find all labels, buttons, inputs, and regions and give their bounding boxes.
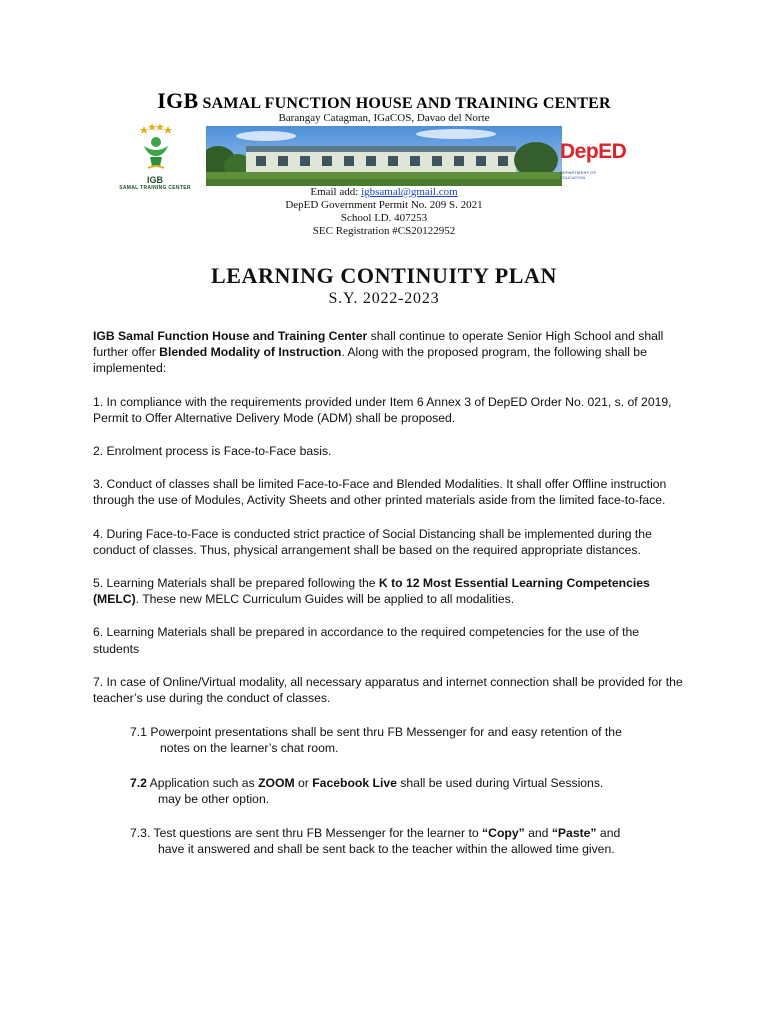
deped-logo-wordmark: DepED bbox=[560, 140, 627, 163]
deped-logo bbox=[556, 136, 627, 182]
item-3: 3. Conduct of classes shall be limited Face-to-Face and Blended Modalities. It shall offer Offline instruction through the use of Modules, Activity Sheets and other printed materials aside from the limited face-to-face. bbox=[93, 477, 667, 508]
school-year: S.Y. 2022-2023 bbox=[328, 290, 440, 307]
igb-logo-caption: IGB bbox=[146, 175, 163, 185]
item-2: 2. Enrolment process is Face-to-Face basis. bbox=[93, 444, 332, 459]
subitem-7-1-line-1: 7.1 Powerpoint presentations shall be sent thru FB Messenger for and easy retention of the bbox=[130, 725, 622, 740]
intro-text-2: . Along with the proposed program, the following shall be implemented: bbox=[93, 345, 647, 376]
subitem-7-3-bold-copy: “Copy” bbox=[482, 826, 525, 841]
subitem-7-2-line-2: may be other option. bbox=[158, 791, 270, 806]
intro-paragraph bbox=[93, 328, 683, 377]
subitem-7-1 bbox=[93, 724, 683, 756]
subitem-7-2-text-3: shall be used during Virtual Sessions. bbox=[396, 775, 604, 790]
intro-bold-modality: Blended Modality of Instruction bbox=[159, 345, 342, 360]
subitem-7-2-text-2: or bbox=[294, 775, 313, 790]
item-7: 7. In case of Online/Virtual modality, all necessary apparatus and internet connection shall be provided for the teacher’s use during the conduct of classes. bbox=[93, 674, 683, 706]
institution-initials: IGB bbox=[157, 88, 199, 113]
subitem-7-3-line-2: have it answered and shall be sent back to the teacher within the allowed time given. bbox=[158, 842, 615, 857]
subitem-7-2-text-1: Application such as bbox=[146, 775, 259, 790]
document-body bbox=[93, 328, 683, 875]
institution-full-name: SAMAL FUNCTION HOUSE AND TRAINING CENTER bbox=[202, 95, 611, 112]
subitem-7-3-text-1: 7.3. Test questions are sent thru FB Messenger for the learner to bbox=[130, 826, 483, 841]
email-label: Email add: bbox=[310, 186, 359, 198]
intro-bold-institution: IGB Samal Function House and Training Center bbox=[93, 329, 368, 343]
igb-logo bbox=[106, 120, 204, 190]
intro-text-1: shall continue to operate Senior High School and shall further offer bbox=[93, 329, 664, 360]
permit-number: DepED Government Permit No. 209 S. 2021 bbox=[285, 199, 483, 211]
sec-registration: SEC Registration #CS20122952 bbox=[312, 225, 456, 237]
subitem-7-3 bbox=[93, 825, 683, 857]
item-5-text-2: . These new MELC Curriculum Guides will be applied to all modalities. bbox=[135, 592, 515, 607]
campus-photo-image bbox=[206, 126, 562, 186]
item-4: 4. During Face-to-Face is conducted strict practice of Social Distancing shall be implemented during the conduct of classes. Thus, physical arrangement shall be based on the required appropriate distances. bbox=[93, 526, 652, 557]
item-6: 6. Learning Materials shall be prepared in accordance to the required competencies for the use of the students bbox=[93, 625, 640, 656]
item-5-text-1: 5. Learning Materials shall be prepared following the bbox=[93, 576, 379, 591]
subitem-7-3-bold-paste: “Paste” bbox=[551, 826, 597, 841]
subitem-7-2-bold-facebook: Facebook Live bbox=[312, 775, 397, 790]
subitem-7-2 bbox=[93, 775, 683, 807]
email-link[interactable]: igbsamal@gmail.com bbox=[361, 186, 458, 198]
school-id: School I.D. 407253 bbox=[340, 212, 428, 224]
subitem-7-3-text-2: and bbox=[524, 826, 552, 841]
document-title: LEARNING CONTINUITY PLAN bbox=[210, 263, 558, 288]
item-5 bbox=[93, 575, 683, 607]
campus-photo bbox=[206, 126, 562, 186]
subitem-7-1-line-2: notes on the learner’s chat room. bbox=[160, 741, 339, 756]
item-1: 1. In compliance with the requirements provided under Item 6 Annex 3 of DepED Order No. 021, s. of 2019, Permit to Offer Alternative Delivery Mode (ADM) shall be proposed. bbox=[93, 394, 672, 425]
subitem-7-3-text-3: and bbox=[596, 826, 621, 841]
contact-info bbox=[0, 186, 768, 238]
subitem-7-2-bold-zoom: ZOOM bbox=[258, 775, 295, 790]
institution-address: Barangay Catagman, IGaCOS, Davao del Norte bbox=[278, 112, 490, 124]
igb-logo-subcaption: SAMAL TRAINING CENTER bbox=[119, 185, 191, 191]
email-row bbox=[0, 186, 768, 199]
item-5-bold-melc: K to 12 Most Essential Learning Competencies (MELC) bbox=[93, 576, 650, 607]
institution-name bbox=[0, 88, 768, 114]
subitem-7-2-number: 7.2 bbox=[130, 775, 147, 790]
deped-logo-subtitle: DEPARTMENT OF EDUCATION bbox=[560, 170, 597, 180]
